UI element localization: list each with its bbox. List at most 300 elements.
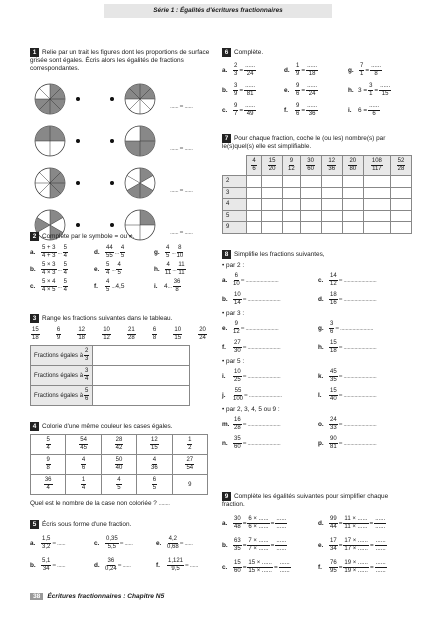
check-cell[interactable] xyxy=(390,199,411,211)
symbol-blank[interactable]: ... xyxy=(172,266,177,273)
factor-fraction[interactable] xyxy=(343,516,368,531)
grid-cell[interactable] xyxy=(101,455,136,475)
denominator: 30 xyxy=(234,348,241,354)
denominator: 9 xyxy=(56,335,61,341)
numerator: 55 xyxy=(234,388,242,394)
item-label: c. xyxy=(318,277,324,284)
numerator: 9 xyxy=(234,321,239,327)
sorting-label: Fractions égales à xyxy=(34,373,84,380)
exercise-text: Complète. xyxy=(234,49,264,56)
numerator: ...... xyxy=(279,559,290,566)
convert-item xyxy=(94,532,156,554)
check-cell[interactable] xyxy=(390,187,411,199)
simplify-item xyxy=(318,386,412,405)
answer-blank[interactable]: = ........................ xyxy=(242,296,281,303)
check-cell[interactable] xyxy=(283,222,300,234)
check-cell[interactable] xyxy=(247,222,262,234)
result-fraction[interactable] xyxy=(375,560,387,575)
fraction xyxy=(397,158,406,173)
denominator: 12 xyxy=(330,281,337,287)
grid-cell[interactable] xyxy=(172,475,207,495)
number: 4 xyxy=(164,283,168,290)
equals: = xyxy=(239,86,244,94)
denominator: 34 xyxy=(42,565,50,572)
fraction xyxy=(295,103,300,118)
numerator: 36 xyxy=(107,557,115,564)
answer-blank[interactable]: = ........................ xyxy=(338,440,377,447)
simplify-groups xyxy=(222,261,412,453)
complete-item xyxy=(284,100,348,120)
numerator: 108 xyxy=(371,158,382,164)
check-cell[interactable] xyxy=(262,176,283,188)
fraction xyxy=(120,245,125,260)
equality-line[interactable]: ...... = ...... xyxy=(170,103,193,110)
grid-cell[interactable] xyxy=(172,455,207,475)
numerator: 21 xyxy=(128,327,135,333)
check-cell[interactable] xyxy=(363,176,390,188)
answer-blank[interactable]: = ........................ xyxy=(242,440,281,447)
numerator: 5 × 3 xyxy=(42,262,56,268)
fraction xyxy=(46,457,51,472)
denominator: ...... xyxy=(375,567,386,574)
grid-cell[interactable] xyxy=(101,475,136,495)
check-cell[interactable] xyxy=(390,176,411,188)
check-cell[interactable] xyxy=(321,222,342,234)
check-cell[interactable] xyxy=(390,210,411,222)
check-cell[interactable] xyxy=(262,199,283,211)
convert-item xyxy=(30,532,94,554)
symbol-blank[interactable]: ... xyxy=(167,283,172,290)
equals: = xyxy=(369,519,374,527)
answer-blank[interactable]: = ........................ xyxy=(244,392,282,399)
fraction xyxy=(151,457,158,472)
item-label: f. xyxy=(318,563,322,571)
answer-blank[interactable]: = ........................ xyxy=(242,421,281,428)
denominator: 5 xyxy=(117,485,121,491)
symbol-blank[interactable]: ... xyxy=(114,249,119,256)
divisor-label: 3 xyxy=(223,187,247,199)
denominator: 35 xyxy=(330,377,337,383)
fraction xyxy=(105,279,110,294)
denominator: 6 xyxy=(85,396,89,402)
numerator: 5 xyxy=(46,437,50,443)
denominator: 11 xyxy=(178,270,185,276)
answer-blank[interactable]: = ...... xyxy=(185,561,198,569)
grid-row xyxy=(31,435,208,455)
convert-item xyxy=(30,554,94,576)
denominator: 7 × ...... xyxy=(248,545,269,552)
link-dot xyxy=(76,223,80,227)
numerator: 4 xyxy=(252,158,256,164)
item-label: o. xyxy=(318,421,324,428)
check-cell[interactable] xyxy=(363,187,390,199)
answer-blank[interactable]: = ...... xyxy=(117,561,131,569)
sorting-answer-cell[interactable] xyxy=(93,366,190,386)
item-label: e. xyxy=(222,325,228,332)
fraction-to-sort xyxy=(198,327,207,342)
denominator: 4 xyxy=(63,287,67,293)
fraction xyxy=(105,262,110,277)
denominator: 4 xyxy=(63,270,67,276)
exercise-3 xyxy=(30,314,214,406)
exercise-text: Simplifie les fractions suivantes, xyxy=(234,251,325,258)
denominator: 45 xyxy=(80,445,87,451)
answer-blank[interactable]: = ...... xyxy=(119,539,133,547)
check-cell[interactable] xyxy=(342,199,363,211)
check-cell[interactable] xyxy=(262,210,283,222)
blank-fraction[interactable] xyxy=(244,83,256,98)
answer-blank[interactable]: = ...... xyxy=(52,539,66,547)
denominator: ...... xyxy=(375,545,386,552)
column-header xyxy=(321,156,342,176)
check-cell[interactable] xyxy=(283,187,300,199)
fraction xyxy=(115,437,124,452)
numerator: 36 xyxy=(173,279,181,285)
equals: = xyxy=(270,519,275,527)
fraction xyxy=(359,63,364,78)
factor-item xyxy=(222,512,318,534)
answer-blank[interactable]: = ...... xyxy=(52,561,66,569)
exercise-7 xyxy=(222,134,412,234)
check-cell[interactable] xyxy=(390,222,411,234)
denominator: 44 xyxy=(330,523,337,530)
blank-fraction[interactable] xyxy=(306,63,318,78)
numerator: 3 xyxy=(234,82,238,89)
grid-cell[interactable] xyxy=(31,475,66,495)
answer-blank[interactable]: = ........................ xyxy=(338,277,377,284)
divisor-label: 5 xyxy=(223,210,247,222)
blank-fraction[interactable] xyxy=(306,103,318,118)
item-label: b. xyxy=(30,266,36,273)
fraction xyxy=(167,558,184,573)
fraction xyxy=(105,536,119,551)
grid-cell[interactable] xyxy=(137,435,172,455)
fraction xyxy=(63,245,68,260)
exercise-text: Complète par le symbole = ou ≠. xyxy=(42,233,135,240)
factor-fraction[interactable] xyxy=(247,516,269,531)
item-label: f. xyxy=(94,283,98,290)
equality-fill-column xyxy=(170,86,214,254)
column-header xyxy=(300,156,321,176)
blank-fraction[interactable] xyxy=(370,63,382,78)
numerator: ...... xyxy=(245,102,256,109)
denominator: 7 xyxy=(234,110,238,117)
fraction xyxy=(327,158,336,173)
fraction-to-sort xyxy=(152,327,157,342)
grid-cell[interactable] xyxy=(31,435,66,455)
check-cell[interactable] xyxy=(300,222,321,234)
numerator: 27 xyxy=(186,457,194,463)
denominator: 5 xyxy=(152,485,157,491)
blank-fraction[interactable] xyxy=(379,83,391,98)
answer-field[interactable]: ........ xyxy=(158,500,170,507)
compare-item xyxy=(154,278,214,295)
item-label: f. xyxy=(222,344,226,351)
factor-item xyxy=(222,556,318,578)
factor-fraction[interactable] xyxy=(343,538,369,553)
numerator: 30 xyxy=(307,158,314,164)
check-cell[interactable] xyxy=(283,176,300,188)
item-label: d. xyxy=(318,519,324,527)
divisor-label: 9 xyxy=(223,222,247,234)
item-label: b. xyxy=(222,296,228,303)
blank-fraction[interactable] xyxy=(306,83,318,98)
sorting-label: Fractions égales à xyxy=(34,353,84,360)
link-dot xyxy=(110,223,114,227)
complete-fraction-grid xyxy=(222,60,412,120)
fraction xyxy=(233,436,242,451)
numerator: 1 xyxy=(296,62,300,69)
divisor-row xyxy=(223,222,412,234)
denominator: 15 xyxy=(151,445,158,451)
divisor-row xyxy=(223,210,412,222)
numerator: 3 xyxy=(330,321,334,327)
complete-item xyxy=(222,100,284,120)
grid-cell[interactable] xyxy=(31,455,66,475)
check-cell[interactable] xyxy=(300,187,321,199)
fraction xyxy=(233,83,238,98)
numerator: 5,1 xyxy=(42,557,51,564)
equality-line[interactable]: ...... = ...... xyxy=(170,187,193,194)
exercise-number: 7 xyxy=(222,134,231,143)
numerator: 9 xyxy=(289,158,294,164)
fraction-to-sort xyxy=(56,327,61,342)
denominator: 28 xyxy=(234,425,241,431)
denominator: 48 xyxy=(234,523,241,530)
symbol-blank[interactable]: ... xyxy=(171,249,176,256)
symbol-blank[interactable]: ... xyxy=(111,266,116,273)
complete-item xyxy=(348,60,412,80)
check-cell[interactable] xyxy=(247,199,262,211)
symbol-blank[interactable]: ... xyxy=(57,266,62,273)
fraction xyxy=(41,536,51,551)
numerator: 4 xyxy=(166,245,170,251)
equals: = xyxy=(239,106,244,114)
result-fraction[interactable] xyxy=(275,538,287,553)
check-cell[interactable] xyxy=(262,187,283,199)
sorting-row xyxy=(31,346,190,366)
check-cell[interactable] xyxy=(363,199,390,211)
sorting-answer-cell[interactable] xyxy=(93,346,190,366)
circle-figure-right-3 xyxy=(125,168,155,198)
denominator: 40 xyxy=(115,465,123,471)
denominator: 25 xyxy=(234,377,241,383)
blank-fraction[interactable] xyxy=(368,103,380,118)
circle-figure-left-3 xyxy=(35,168,65,198)
exercise-text: Complète les égalités suivantes pour simplifier chaque fraction. xyxy=(222,493,389,508)
check-cell[interactable] xyxy=(247,187,262,199)
check-cell[interactable] xyxy=(321,210,342,222)
item-label: h. xyxy=(154,266,160,273)
check-cell[interactable] xyxy=(300,176,321,188)
denominator: 9,5 xyxy=(171,565,180,572)
numerator: 12 xyxy=(151,437,158,443)
sorting-label-cell xyxy=(31,346,93,366)
numerator: 3 xyxy=(369,82,373,89)
answer-blank[interactable]: = ...... xyxy=(179,539,193,547)
denominator: 18 xyxy=(330,348,337,354)
numerator: 5 × 4 xyxy=(42,279,56,285)
denominator: 60 xyxy=(234,444,241,450)
numerator: 52 xyxy=(397,158,405,164)
simplify-item xyxy=(318,319,412,338)
numerator: 19 × ...... xyxy=(344,559,368,566)
factor-fraction[interactable] xyxy=(343,560,369,575)
simplify-item xyxy=(222,319,318,338)
item-label: a. xyxy=(222,277,228,284)
symbol-blank[interactable]: ... xyxy=(57,283,62,290)
numerator: 15 xyxy=(32,327,39,333)
fraction xyxy=(81,477,86,492)
check-cell[interactable] xyxy=(342,187,363,199)
equality-line[interactable]: ...... = ...... xyxy=(170,229,193,236)
answer-blank[interactable]: = ........................ xyxy=(338,392,377,399)
denominator: 3,2 xyxy=(42,543,51,550)
grid-cell[interactable] xyxy=(66,475,101,495)
denominator: 12 xyxy=(288,166,295,172)
denominator: 6 xyxy=(330,329,334,335)
numerator: 5 xyxy=(85,388,89,394)
denominator: 54 xyxy=(186,465,194,471)
grid-cell[interactable] xyxy=(137,455,172,475)
numerator: ...... xyxy=(276,537,287,544)
answer-blank[interactable]: = ........................ xyxy=(242,344,281,351)
fraction xyxy=(152,477,157,492)
column-header xyxy=(363,156,390,176)
check-cell[interactable] xyxy=(283,210,300,222)
blank-fraction[interactable] xyxy=(244,103,256,118)
denominator: 34 xyxy=(330,545,337,552)
check-cell[interactable] xyxy=(262,222,283,234)
item-label: g. xyxy=(154,249,160,256)
check-cell[interactable] xyxy=(300,199,321,211)
item-label: e. xyxy=(284,86,290,94)
fraction xyxy=(150,437,159,452)
denominator: 3 xyxy=(85,356,89,362)
fraction xyxy=(233,369,242,384)
factor-fraction[interactable] xyxy=(247,560,273,575)
answer-blank[interactable]: = ........................ xyxy=(242,373,281,380)
check-cell[interactable] xyxy=(321,199,342,211)
denominator: 36 xyxy=(151,465,158,471)
answer-blank[interactable]: = ........................ xyxy=(240,277,279,284)
answer-blank[interactable]: = ........................ xyxy=(338,421,377,428)
fraction xyxy=(368,83,373,98)
factor-fraction[interactable] xyxy=(247,538,269,553)
result-fraction[interactable] xyxy=(375,538,387,553)
numerator: 35 xyxy=(234,436,241,442)
compare-item xyxy=(94,244,154,261)
simplify-item xyxy=(318,290,412,309)
answer-blank[interactable]: = ........................ xyxy=(338,296,377,303)
numerator: ...... xyxy=(375,537,386,544)
equals: = xyxy=(242,563,247,571)
item-label: i. xyxy=(222,373,226,380)
answer-blank[interactable]: = ........................ xyxy=(338,344,377,351)
simplify-item xyxy=(222,271,318,290)
denominator: 1 xyxy=(369,90,373,97)
numerator: 6 xyxy=(152,477,157,483)
sorting-label-cell xyxy=(31,366,93,386)
check-cell[interactable] xyxy=(247,210,262,222)
check-cell[interactable] xyxy=(342,210,363,222)
check-cell[interactable] xyxy=(363,222,390,234)
numerator: 10 xyxy=(103,327,110,333)
compare-item xyxy=(154,261,214,278)
numerator: 5 xyxy=(63,262,67,268)
numerator: 17 × ...... xyxy=(344,537,368,544)
check-cell[interactable] xyxy=(342,222,363,234)
result-fraction[interactable] xyxy=(275,516,287,531)
exercise-number: 9 xyxy=(222,492,231,501)
exercise-number: 2 xyxy=(30,232,39,241)
result-fraction[interactable] xyxy=(279,560,291,575)
check-cell[interactable] xyxy=(247,176,262,188)
grid-cell[interactable] xyxy=(172,435,207,455)
check-cell[interactable] xyxy=(283,199,300,211)
fraction xyxy=(44,477,53,492)
item-label: d. xyxy=(94,561,100,569)
corner-cell xyxy=(223,156,247,176)
numerator: 1 xyxy=(188,437,192,443)
answer-blank[interactable]: = ........................ xyxy=(240,325,279,332)
fraction xyxy=(329,516,338,531)
fraction-list xyxy=(30,327,208,342)
sorting-row xyxy=(31,386,190,406)
fraction xyxy=(233,516,242,531)
denominator: 8 xyxy=(374,70,378,77)
exercise-number: 4 xyxy=(30,422,39,431)
simplify-item xyxy=(222,434,318,453)
numerator: 9 xyxy=(296,102,300,109)
symbol-blank[interactable]: ... xyxy=(57,249,62,256)
answer-blank[interactable]: = ........................ xyxy=(338,373,377,380)
grid-cell[interactable] xyxy=(101,435,136,455)
denominator: ...... xyxy=(279,567,290,574)
grid-cell[interactable] xyxy=(66,455,101,475)
denominator: 24 xyxy=(308,90,316,97)
equality-line[interactable]: ...... = ...... xyxy=(170,145,193,152)
exercise-1-instruction xyxy=(30,48,214,73)
exercise-text: Range les fractions suivantes dans le tableau. xyxy=(42,315,173,322)
grid-cell[interactable] xyxy=(66,435,101,455)
denominator: ...... xyxy=(276,523,287,530)
check-cell[interactable] xyxy=(300,210,321,222)
check-cell[interactable] xyxy=(321,176,342,188)
answer-blank[interactable]: = ........................ xyxy=(335,325,374,332)
check-cell[interactable] xyxy=(363,210,390,222)
item-label: m. xyxy=(222,421,230,428)
sorting-answer-cell[interactable] xyxy=(93,386,190,406)
numerator: 0,35 xyxy=(106,535,118,542)
numerator: 2 xyxy=(234,62,238,69)
item-label: l. xyxy=(318,392,322,399)
numerator: 27 xyxy=(234,340,241,346)
numerator: 17 xyxy=(330,537,337,544)
equals: = xyxy=(338,563,343,571)
check-cell[interactable] xyxy=(321,187,342,199)
group-title: • par 3 : xyxy=(222,310,245,317)
symbol-blank[interactable]: ... xyxy=(111,283,116,290)
item-label: p. xyxy=(318,440,324,447)
result-fraction[interactable] xyxy=(374,516,386,531)
fraction-to-sort xyxy=(102,327,111,342)
blank-fraction[interactable] xyxy=(244,63,256,78)
check-cell[interactable] xyxy=(342,176,363,188)
denominator: 10 xyxy=(233,281,240,287)
link-dot xyxy=(110,139,114,143)
grid-cell[interactable] xyxy=(137,475,172,495)
